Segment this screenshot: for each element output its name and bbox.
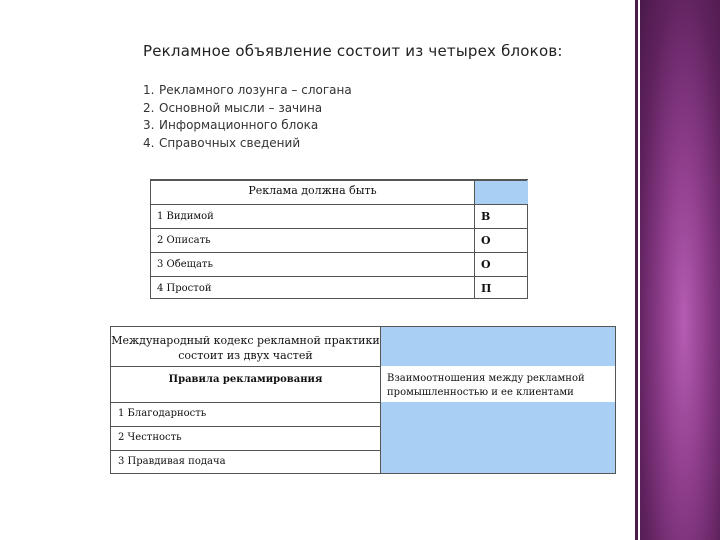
decorative-side-band bbox=[640, 0, 720, 540]
table-header-row bbox=[151, 180, 527, 204]
table-row bbox=[151, 228, 527, 252]
table-cell-label: 2 Описать bbox=[157, 235, 211, 246]
list-item: 1. Рекламного лозунга – слогана bbox=[143, 83, 352, 97]
table-cell-label: 3 Обещать bbox=[157, 259, 213, 270]
table2-left-header: Правила рекламирования bbox=[168, 374, 323, 385]
table-cell-letter: В bbox=[481, 210, 491, 223]
table2-column-divider bbox=[380, 327, 381, 473]
table-cell-label: 1 Видимой bbox=[157, 211, 214, 222]
table2-row-divider bbox=[111, 426, 380, 427]
list-item: 3. Информационного блока bbox=[143, 118, 319, 132]
table2-row-divider bbox=[111, 366, 380, 367]
table1-header: Реклама должна быть bbox=[248, 184, 377, 197]
advertising-requirements-table bbox=[150, 179, 528, 299]
table2-item: 2 Честность bbox=[118, 432, 182, 443]
blocks-list bbox=[143, 82, 352, 152]
advertising-code-table bbox=[110, 326, 616, 474]
table-row bbox=[151, 276, 527, 300]
table2-blue-bottom-cell bbox=[381, 402, 615, 473]
table2-item: 1 Благодарность bbox=[118, 408, 207, 419]
table-cell-letter: О bbox=[481, 258, 491, 271]
table2-row-divider bbox=[111, 402, 380, 403]
slide-heading: Рекламное объявление состоит из четырех блоков: bbox=[143, 42, 563, 60]
table2-title: Международный кодекс рекламной практики состоит из двух частей bbox=[111, 334, 380, 362]
side-divider-line bbox=[635, 0, 638, 540]
list-item: 4. Справочных сведений bbox=[143, 135, 301, 150]
list-item: 2. Основной мысли – зачина bbox=[143, 100, 323, 115]
table-cell-letter: П bbox=[481, 282, 492, 295]
table1-column-divider bbox=[474, 180, 475, 298]
table2-blue-top-cell bbox=[381, 327, 615, 366]
table2-item: 3 Правдивая подача bbox=[118, 456, 226, 467]
table-cell-letter: О bbox=[481, 234, 491, 247]
table2-row-divider bbox=[111, 450, 380, 451]
table-row bbox=[151, 252, 527, 276]
table-cell-label: 4 Простой bbox=[157, 283, 212, 294]
table-row bbox=[151, 204, 527, 228]
table2-right-text: Взаимоотношения между рекламной промышленностью и ее клиентами bbox=[387, 373, 585, 398]
